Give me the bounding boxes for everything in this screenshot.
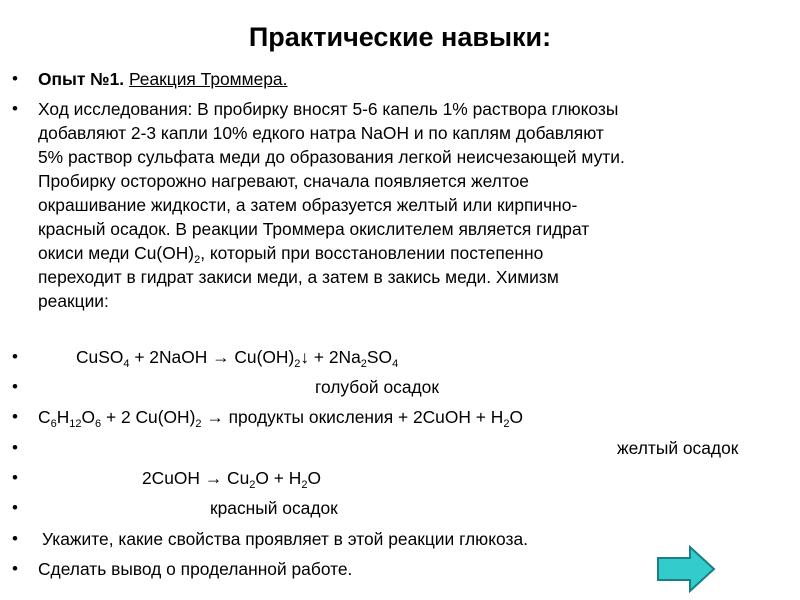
desc-line-2: добавляют 2-3 капли 10% едкого натра NaOH и по каплям добавляют	[38, 123, 604, 143]
equation-3-note: красный осадок	[210, 498, 338, 518]
desc-line-1: Ход исследования: В пробирку вносят 5-6 капель 1% раствора глюкозы	[38, 99, 619, 119]
bullet: •	[12, 498, 18, 517]
equation-3: 2CuOH → $Cu_2O + H_2O$	[142, 468, 321, 491]
desc-line-4: Пробирку осторожно нагревают, сначала появляется желтое	[38, 171, 529, 191]
equation-1: CuSO$_4$ + 2NaOH → $Cu(OH)_2↓ + 2Na_2SO_4$	[76, 347, 399, 370]
bullet: •	[12, 468, 18, 487]
bullet: •	[12, 99, 18, 118]
next-arrow-icon[interactable]	[656, 545, 716, 593]
bullet: •	[12, 407, 18, 426]
equation-1-note: голубой осадок	[315, 377, 439, 397]
experiment-heading	[38, 67, 287, 91]
bullet: •	[12, 377, 18, 396]
equation-2: $C_6H_{12}O_6 + 2$ $Cu(OH)_2$ → продукты окисления + 2CuOH + $H_2O$	[38, 407, 523, 430]
desc-line-6: красный осадок. В реакции Троммера окислителем является гидрат	[38, 219, 590, 239]
desc-line-5: окрашивание жидкости, а затем образуется желтый или кирпично-	[38, 195, 578, 215]
experiment-name: Реакция Троммера.	[128, 69, 288, 89]
bullet: •	[12, 69, 18, 88]
desc-line-9: реакции:	[38, 291, 109, 311]
desc-line-3: 5% раствор сульфата меди до образования легкой неисчезающей мути.	[38, 147, 625, 167]
task-text: Укажите, какие свойства проявляет в этой реакции глюкоза.	[42, 529, 528, 549]
bullet: •	[12, 559, 18, 578]
slide-title: Практические навыки:	[248, 22, 552, 52]
desc-line-8: переходит в гидрат закиси меди, а затем в закись меди. Химизм	[38, 267, 559, 287]
desc-line-7: окиси меди $Cu(OH)_2$, который при восстановлении постепенно	[38, 243, 544, 266]
experiment-label: Опыт №1.	[38, 69, 125, 89]
bullet: •	[12, 529, 18, 548]
bullet: •	[12, 347, 18, 366]
bullet: •	[12, 438, 18, 457]
conclusion-text: Сделать вывод о проделанной работе.	[38, 559, 353, 579]
equation-2-note: желтый осадок	[617, 438, 739, 458]
